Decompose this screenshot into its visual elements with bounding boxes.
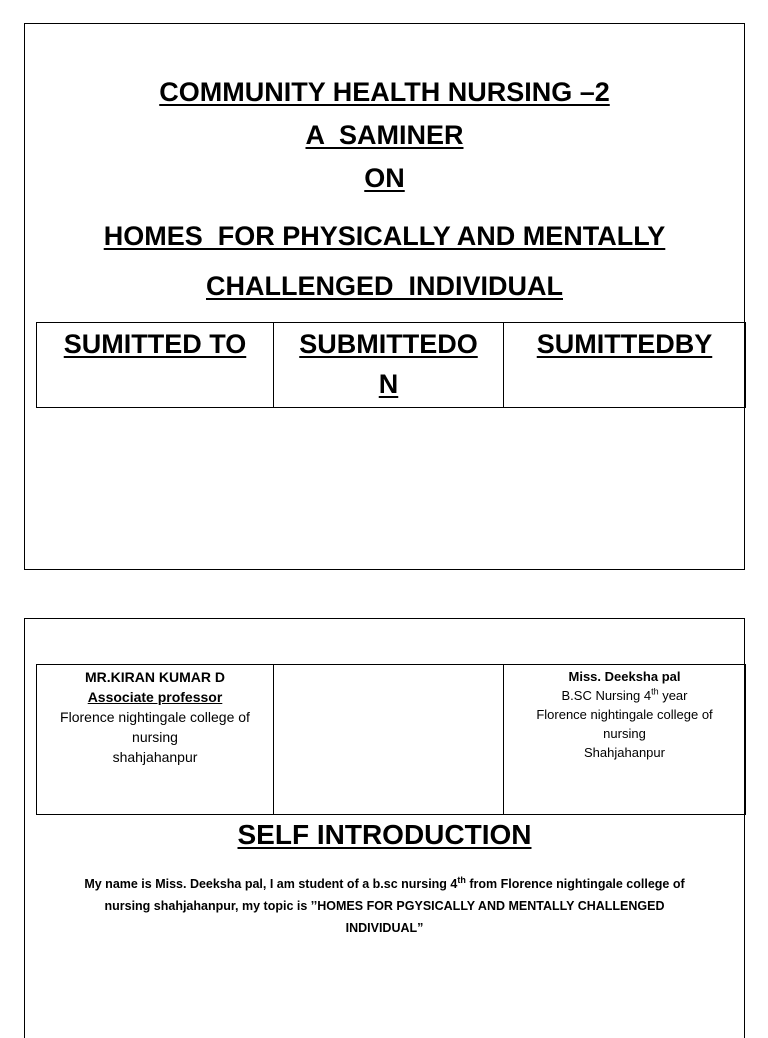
student-college-1: Florence nightingale college of	[536, 707, 713, 722]
student-city: Shahjahanpur	[584, 745, 665, 760]
course-title: COMMUNITY HEALTH NURSING –2	[159, 77, 610, 107]
teacher-college-1: Florence nightingale college of	[60, 709, 250, 725]
teacher-city: shahjahanpur	[112, 749, 198, 765]
topic-line-1: HOMES FOR PHYSICALLY AND MENTALLY	[103, 221, 666, 251]
teacher-cell	[37, 665, 274, 815]
student-college-2: nursing	[603, 726, 646, 741]
date-cell	[274, 665, 504, 815]
student-cell	[504, 665, 746, 815]
student-name: Miss. Deeksha pal	[568, 669, 681, 684]
on-label: ON	[364, 163, 405, 193]
header-submitted-by: SUMITTEDBY	[504, 323, 746, 408]
seminar-label: A SAMINER	[305, 120, 464, 150]
header-submitted-on: SUBMITTEDO N	[274, 323, 504, 408]
teacher-college-2: nursing	[132, 729, 178, 745]
submission-header-table	[36, 322, 746, 408]
submission-info-table	[36, 664, 746, 815]
cover-page	[24, 23, 745, 570]
header-submitted-to: SUMITTED TO	[37, 323, 274, 408]
second-page	[24, 618, 745, 1038]
self-introduction-text: My name is Miss. Deeksha pal, I am student of a b.sc nursing 4th from Florence nightingale college of nursing shahjahanpur, my topic is ’’HOMES FOR PGYSICALLY AND MENTALLY CHALLENGED INDIVIDUAL”	[84, 874, 685, 935]
topic-line-2: CHALLENGED INDIVIDUAL	[206, 271, 563, 301]
self-introduction-heading: SELF INTRODUCTION	[237, 819, 532, 850]
teacher-name: MR.KIRAN KUMAR D	[85, 669, 225, 685]
teacher-title: Associate professor	[87, 689, 223, 705]
student-course: B.SC Nursing 4th year	[561, 686, 688, 703]
